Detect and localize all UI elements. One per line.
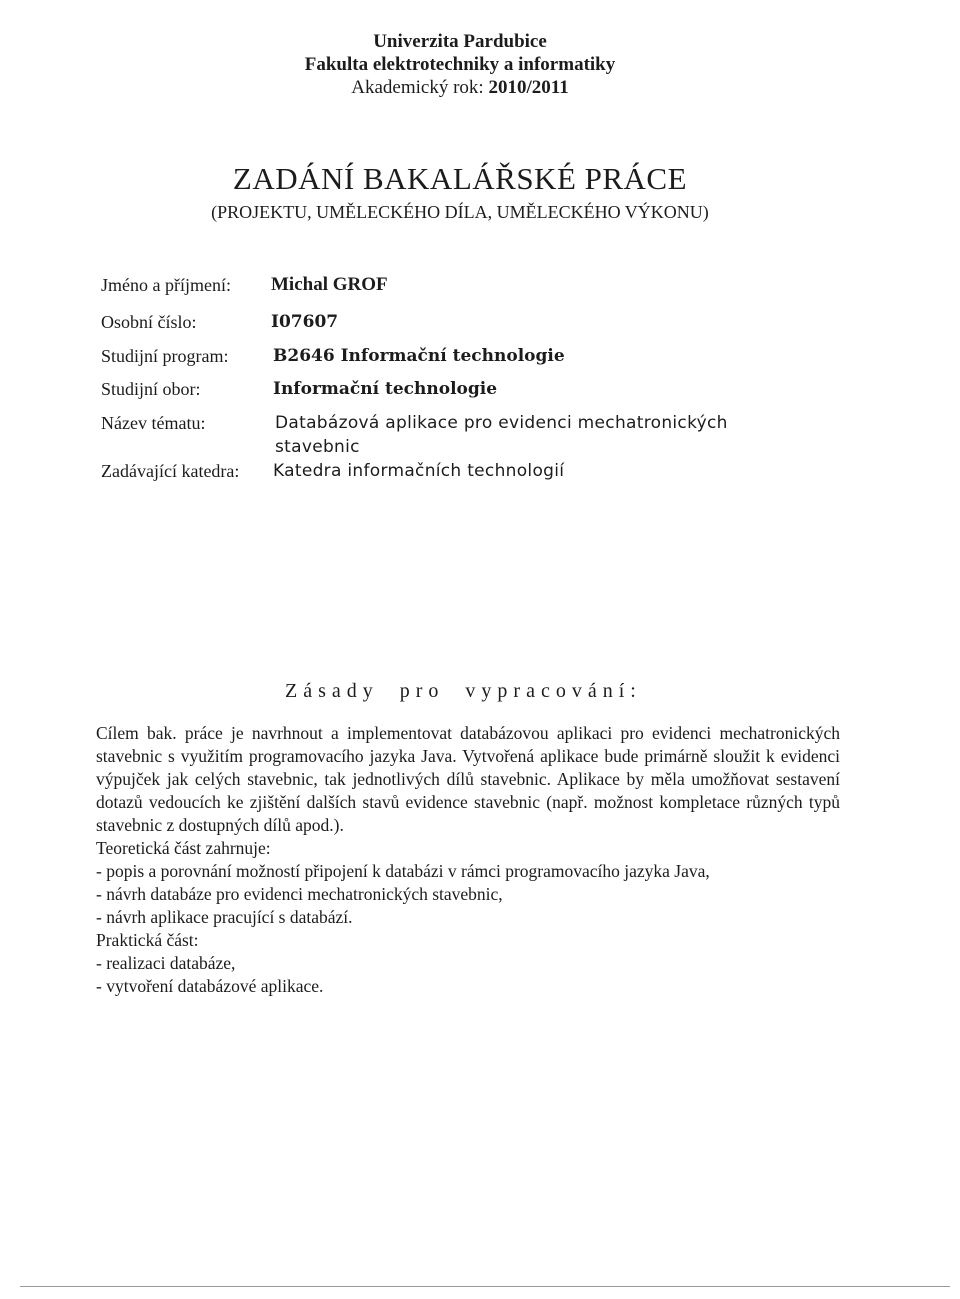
field-value: Databázová aplikace pro evidenci mechatronických stavebnic: [275, 413, 728, 457]
goal-paragraph: Cílem bak. práce je navrhnout a implementovat databázovou aplikaci pro evidenci mechatronických stavebnic s využitím programovacího jazyka Java. Vytvořená aplikace bude primárně sloužit k evidenci výpujček jak celých stavebnic, tak jednotlivých dílů stavebnic. Aplikace by měla umožňovat sestavení dotazů vedoucích ke zjištění dalších stavů evidence stavebnic (např. možnost kompletace různých typů stavebnic z dostupných dílů apod.).: [96, 723, 840, 835]
field-value: B2646 Informační technologie: [273, 346, 565, 366]
field-value: Katedra informačních technologií: [273, 461, 565, 481]
theory-heading: Teoretická část zahrnuje:: [96, 838, 271, 858]
list-item: - návrh aplikace pracující s databází.: [96, 907, 353, 927]
practice-heading: Praktická část:: [96, 930, 199, 950]
document-title-block: [0, 160, 920, 224]
list-item: - návrh databáze pro evidenci mechatronických stavebnic,: [96, 884, 503, 904]
field-label: Název tématu:: [101, 413, 206, 433]
field-label: Studijní obor:: [101, 379, 201, 399]
list-item: - vytvoření databázové aplikace.: [96, 976, 324, 996]
field-label: Studijní program:: [101, 346, 229, 366]
university-name: Univerzita Pardubice: [373, 31, 547, 52]
principles-heading: Zásady pro vypracování:: [285, 680, 642, 702]
field-value: Michal GROF: [271, 274, 388, 295]
academic-year-value: 2010/2011: [488, 77, 569, 98]
academic-year: [0, 76, 920, 99]
field-value: I07607: [271, 312, 339, 332]
assignment-body: [96, 722, 840, 998]
document-subtitle: (PROJEKTU, UMĚLECKÉHO DÍLA, UMĚLECKÉHO VÝKONU): [211, 202, 709, 222]
faculty-name: Fakulta elektrotechniky a informatiky: [304, 54, 616, 75]
scan-edge-line: [20, 1286, 950, 1287]
academic-year-label: Akademický rok:: [351, 77, 484, 98]
document-header: [0, 30, 920, 99]
list-item: - realizaci databáze,: [96, 953, 236, 973]
field-label: Zadávající katedra:: [101, 461, 240, 481]
field-label: Jméno a příjmení:: [101, 275, 231, 295]
field-value: Informační technologie: [273, 379, 498, 399]
field-label: Osobní číslo:: [101, 312, 197, 332]
document-title: ZADÁNÍ BAKALÁŘSKÉ PRÁCE: [232, 161, 688, 196]
list-item: - popis a porovnání možností připojení k databázi v rámci programovacího jazyka Java,: [96, 861, 710, 881]
